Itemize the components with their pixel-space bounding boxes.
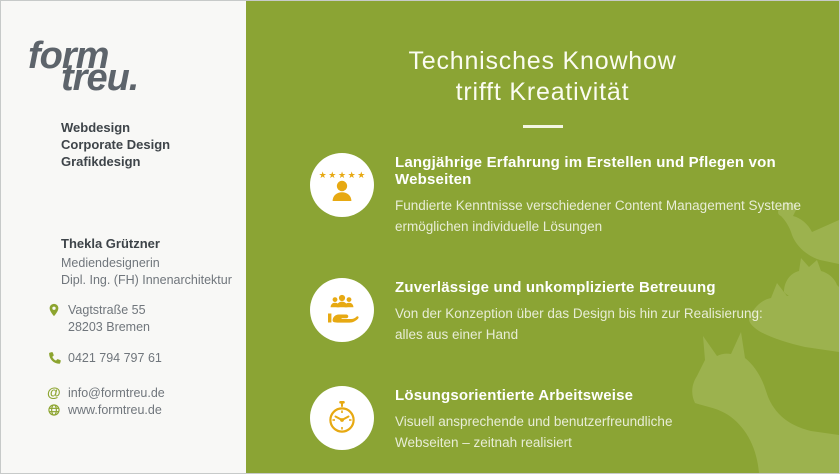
features-list <box>310 153 815 473</box>
address-row <box>47 302 150 335</box>
feature-title: Lösungsorientierte Arbeitsweise <box>395 387 634 404</box>
feature-desc-line: Webseiten – zeitnah realisiert <box>395 435 572 450</box>
feature-support <box>310 278 815 345</box>
sidebar <box>1 1 246 473</box>
feature-description <box>395 303 763 345</box>
website-row <box>47 402 162 419</box>
feature-description <box>395 195 815 237</box>
heading-divider <box>523 125 563 128</box>
person-name: Thekla Grützner <box>61 236 160 251</box>
phone-row <box>47 350 162 367</box>
website-link[interactable]: www.formtreu.de <box>68 403 162 417</box>
address-line-1: Vagtstraße 55 <box>68 303 146 317</box>
email-link[interactable]: info@formtreu.de <box>68 386 165 400</box>
phone-icon <box>47 350 61 366</box>
people-on-hand-icon <box>324 293 360 327</box>
feature-title: Zuverlässige und unkomplizierte Betreuung <box>395 279 716 296</box>
feature-description <box>395 411 672 453</box>
feature-title: Langjährige Erfahrung im Erstellen und Pflegen von Webseiten <box>395 154 776 188</box>
at-icon: @ <box>47 384 61 400</box>
heading-line-2: trifft Kreativität <box>455 78 630 106</box>
stopwatch-icon <box>323 399 361 437</box>
page-title <box>246 1 839 108</box>
feature-icon-circle <box>310 386 374 450</box>
logo-line-1: form <box>28 35 109 77</box>
logo-line-2: treu. <box>61 57 139 99</box>
email-row <box>47 385 165 402</box>
feature-speed <box>310 386 815 453</box>
feature-desc-line: Fundierte Kenntnisse verschiedener Content Management Systeme <box>395 198 801 213</box>
feature-desc-line: ermöglichen individuelle Lösungen <box>395 219 603 234</box>
service-item-grafikdesign: Grafikdesign <box>61 154 141 169</box>
feature-experience <box>310 153 815 237</box>
content-panel <box>246 1 839 473</box>
service-item-webdesign: Webdesign <box>61 120 131 135</box>
service-item-corporate-design: Corporate Design <box>61 137 171 152</box>
feature-icon-circle <box>310 278 374 342</box>
person-block <box>61 236 232 288</box>
globe-icon <box>47 402 61 418</box>
feature-icon-circle <box>310 153 374 217</box>
address-line-2: 28203 Bremen <box>68 319 151 334</box>
feature-desc-line: Von der Konzeption über das Design bis hin zur Realisierung: <box>395 306 763 321</box>
location-pin-icon <box>47 302 61 318</box>
logo <box>28 35 139 99</box>
five-stars-icon: ★★★★★ <box>318 169 367 180</box>
heading-line-1: Technisches Knowhow <box>408 47 677 75</box>
person-with-stars-icon <box>329 180 355 201</box>
services-list <box>61 119 170 170</box>
person-role-2: Dipl. Ing. (FH) Innenarchitektur <box>61 272 232 287</box>
feature-desc-line: alles aus einer Hand <box>395 327 519 342</box>
feature-desc-line: Visuell ansprechende und benutzerfreundliche <box>395 414 673 429</box>
person-role-1: Mediendesignerin <box>61 256 160 270</box>
phone-number[interactable]: 0421 794 797 61 <box>68 351 162 365</box>
